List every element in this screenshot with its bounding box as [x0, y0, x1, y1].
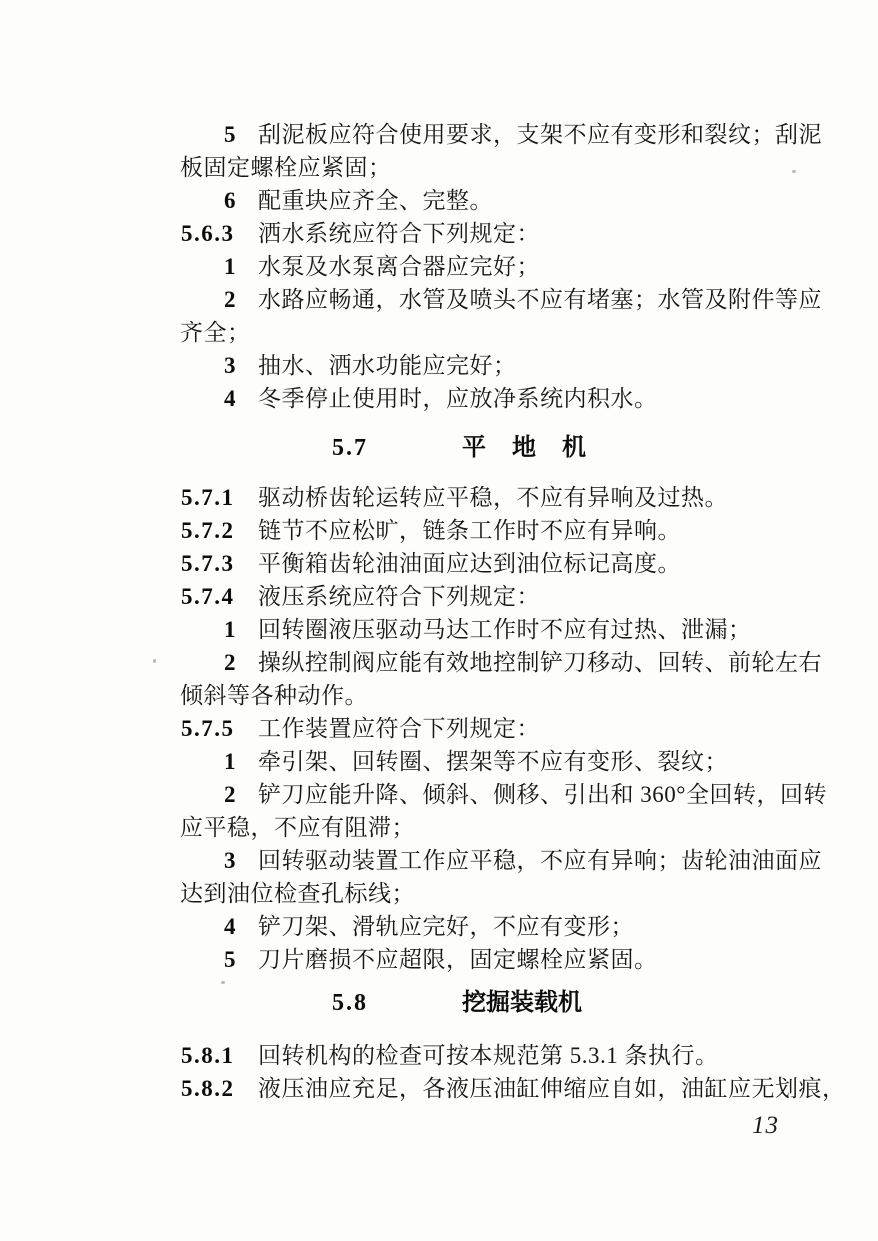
- clause-5.7.5: [180, 712, 840, 745]
- body-text: 达到油位检查孔标线；: [180, 881, 415, 906]
- clause-text: 链节不应松旷，链条工作时不应有异响。: [258, 518, 681, 543]
- item-number: 2: [224, 782, 237, 807]
- numbered-item: [180, 778, 840, 811]
- item-number: 2: [224, 650, 237, 675]
- item-text: 刀片磨损不应超限，固定螺栓应紧固。: [258, 947, 658, 972]
- numbered-item: [180, 184, 840, 217]
- item-text: 配重块应齐全、完整。: [258, 188, 493, 213]
- item-text: 水路应畅通，水管及喷头不应有堵塞；水管及附件等应: [258, 287, 822, 312]
- numbered-item: [180, 844, 840, 877]
- item-text: 回转驱动装置工作应平稳，不应有异响；齿轮油油面应: [258, 848, 822, 873]
- numbered-item: [180, 910, 840, 943]
- item-text: 冬季停止使用时，应放净系统内积水。: [258, 386, 658, 411]
- clause-text: 洒水系统应符合下列规定：: [258, 221, 540, 246]
- item-text: 刮泥板应符合使用要求，支架不应有变形和裂纹；刮泥: [258, 122, 822, 147]
- continuation-line: [180, 679, 840, 712]
- scan-speck: [792, 170, 796, 173]
- body-text: 齐全；: [180, 320, 251, 345]
- clause-text: 驱动桥齿轮运转应平稳，不应有异响及过热。: [258, 485, 728, 510]
- clause-number: 5.8.1: [181, 1043, 235, 1068]
- clause-number: 5.7.1: [181, 485, 235, 510]
- item-text: 水泵及水泵离合器应完好；: [258, 254, 540, 279]
- item-text: 铲刀应能升降、倾斜、侧移、引出和 360°全回转，回转: [258, 782, 827, 807]
- page-content: [180, 118, 846, 1105]
- clause-5.7.4: [180, 580, 840, 613]
- body-text: 倾斜等各种动作。: [180, 683, 368, 708]
- item-number: 1: [224, 749, 237, 774]
- numbered-item: [180, 283, 840, 316]
- item-number: 4: [224, 914, 237, 939]
- body-text: 应平稳，不应有阻滞；: [180, 815, 415, 840]
- clause-5.8.2: [180, 1072, 846, 1105]
- continuation-line: [180, 811, 840, 844]
- item-number: 5: [224, 947, 237, 972]
- page-number: 13: [752, 1112, 779, 1139]
- numbered-item: [180, 646, 840, 679]
- numbered-item: [180, 250, 840, 283]
- clause-5.7.3: [180, 547, 840, 580]
- scan-speck: [153, 659, 156, 663]
- clause-text: 工作装置应符合下列规定：: [258, 716, 540, 741]
- section-heading-5.8: [180, 987, 840, 1020]
- item-number: 1: [224, 254, 237, 279]
- numbered-item: [180, 118, 840, 151]
- clause-text: 液压油应充足，各液压油缸伸缩应自如，油缸应无划痕，: [258, 1076, 846, 1101]
- item-text: 牵引架、回转圈、摆架等不应有变形、裂纹；: [258, 749, 728, 774]
- item-number: 3: [224, 353, 237, 378]
- section-title: 平 地 机: [462, 435, 587, 461]
- item-number: 4: [224, 386, 237, 411]
- clause-number: 5.6.3: [181, 221, 235, 246]
- clause-number: 5.7.2: [181, 518, 235, 543]
- section-number: 5.8: [332, 990, 368, 1016]
- item-number: 5: [224, 122, 237, 147]
- clause-5.7.1: [180, 481, 840, 514]
- continuation-line: [180, 877, 840, 910]
- clause-number: 5.7.5: [181, 716, 235, 741]
- item-number: 2: [224, 287, 237, 312]
- section-title: 挖掘装载机: [462, 990, 582, 1016]
- scan-speck: [221, 981, 225, 984]
- clause-number: 5.7.3: [181, 551, 235, 576]
- numbered-item: [180, 943, 840, 976]
- clause-text: 回转机构的检查可按本规范第 5.3.1 条执行。: [258, 1043, 719, 1068]
- clause-5.8.1: [180, 1039, 840, 1072]
- numbered-item: [180, 613, 840, 646]
- clause-text: 液压系统应符合下列规定：: [258, 584, 540, 609]
- item-text: 回转圈液压驱动马达工作时不应有过热、泄漏；: [258, 617, 752, 642]
- item-text: 操纵控制阀应能有效地控制铲刀移动、回转、前轮左右: [258, 650, 822, 675]
- section-number: 5.7: [332, 435, 368, 461]
- clause-5.7.2: [180, 514, 840, 547]
- section-heading-5.7: [180, 432, 840, 465]
- body-text: 板固定螺栓应紧固；: [180, 155, 392, 180]
- clause-5.6.3: [180, 217, 840, 250]
- item-number: 3: [224, 848, 237, 873]
- clause-text: 平衡箱齿轮油油面应达到油位标记高度。: [258, 551, 681, 576]
- clause-number: 5.7.4: [181, 584, 235, 609]
- numbered-item: [180, 382, 840, 415]
- item-number: 1: [224, 617, 237, 642]
- clause-number: 5.8.2: [181, 1076, 235, 1101]
- numbered-item: [180, 349, 840, 382]
- continuation-line: [180, 151, 840, 184]
- continuation-line: [180, 316, 840, 349]
- numbered-item: [180, 745, 840, 778]
- item-text: 抽水、洒水功能应完好；: [258, 353, 517, 378]
- item-text: 铲刀架、滑轨应完好，不应有变形；: [258, 914, 634, 939]
- item-number: 6: [224, 188, 237, 213]
